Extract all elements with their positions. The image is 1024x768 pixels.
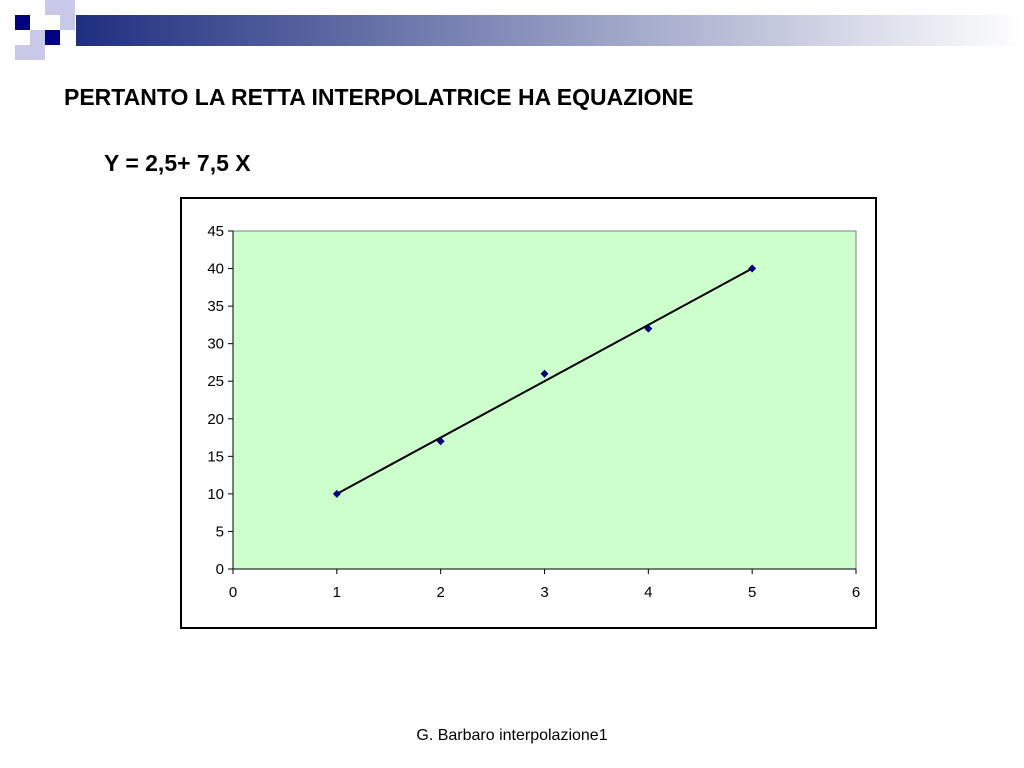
y-tick-label: 35 bbox=[207, 298, 224, 316]
y-tick-label: 5 bbox=[215, 523, 224, 541]
y-tick-label: 25 bbox=[207, 373, 224, 391]
x-tick-label: 4 bbox=[644, 584, 653, 601]
x-tick-label: 1 bbox=[332, 584, 342, 601]
deco-square bbox=[45, 30, 60, 45]
y-tick-label: 30 bbox=[207, 335, 224, 353]
header-gradient-bar bbox=[76, 15, 1024, 46]
footer-text: G. Barbaro interpolazione1 bbox=[416, 727, 608, 744]
deco-square bbox=[30, 15, 45, 30]
deco-square bbox=[30, 45, 45, 60]
deco-square bbox=[45, 0, 60, 15]
scatter-chart bbox=[182, 199, 875, 627]
y-tick-label: 15 bbox=[207, 448, 224, 466]
y-tick-label: 20 bbox=[207, 410, 224, 428]
header-decoration bbox=[0, 0, 1024, 60]
y-tick-label: 45 bbox=[207, 223, 224, 240]
slide-footer bbox=[0, 727, 1024, 745]
x-tick-label: 2 bbox=[436, 584, 445, 601]
chart-frame bbox=[180, 197, 877, 629]
x-tick-label: 0 bbox=[228, 584, 238, 601]
deco-square bbox=[30, 30, 45, 45]
plot-area bbox=[233, 231, 856, 569]
deco-square bbox=[15, 15, 30, 30]
x-tick-label: 6 bbox=[851, 584, 861, 601]
x-tick-label: 5 bbox=[747, 584, 757, 601]
regression-equation: Y = 2,5+ 7,5 X bbox=[104, 150, 251, 176]
y-tick-label: 10 bbox=[207, 485, 224, 503]
deco-square bbox=[60, 15, 75, 30]
y-tick-label: 40 bbox=[207, 260, 224, 278]
y-tick-label: 0 bbox=[215, 561, 224, 578]
deco-square bbox=[60, 0, 75, 15]
deco-square bbox=[15, 45, 30, 60]
x-tick-label: 3 bbox=[540, 584, 549, 601]
slide-title: PERTANTO LA RETTA INTERPOLATRICE HA EQUAZIONE bbox=[64, 84, 694, 110]
